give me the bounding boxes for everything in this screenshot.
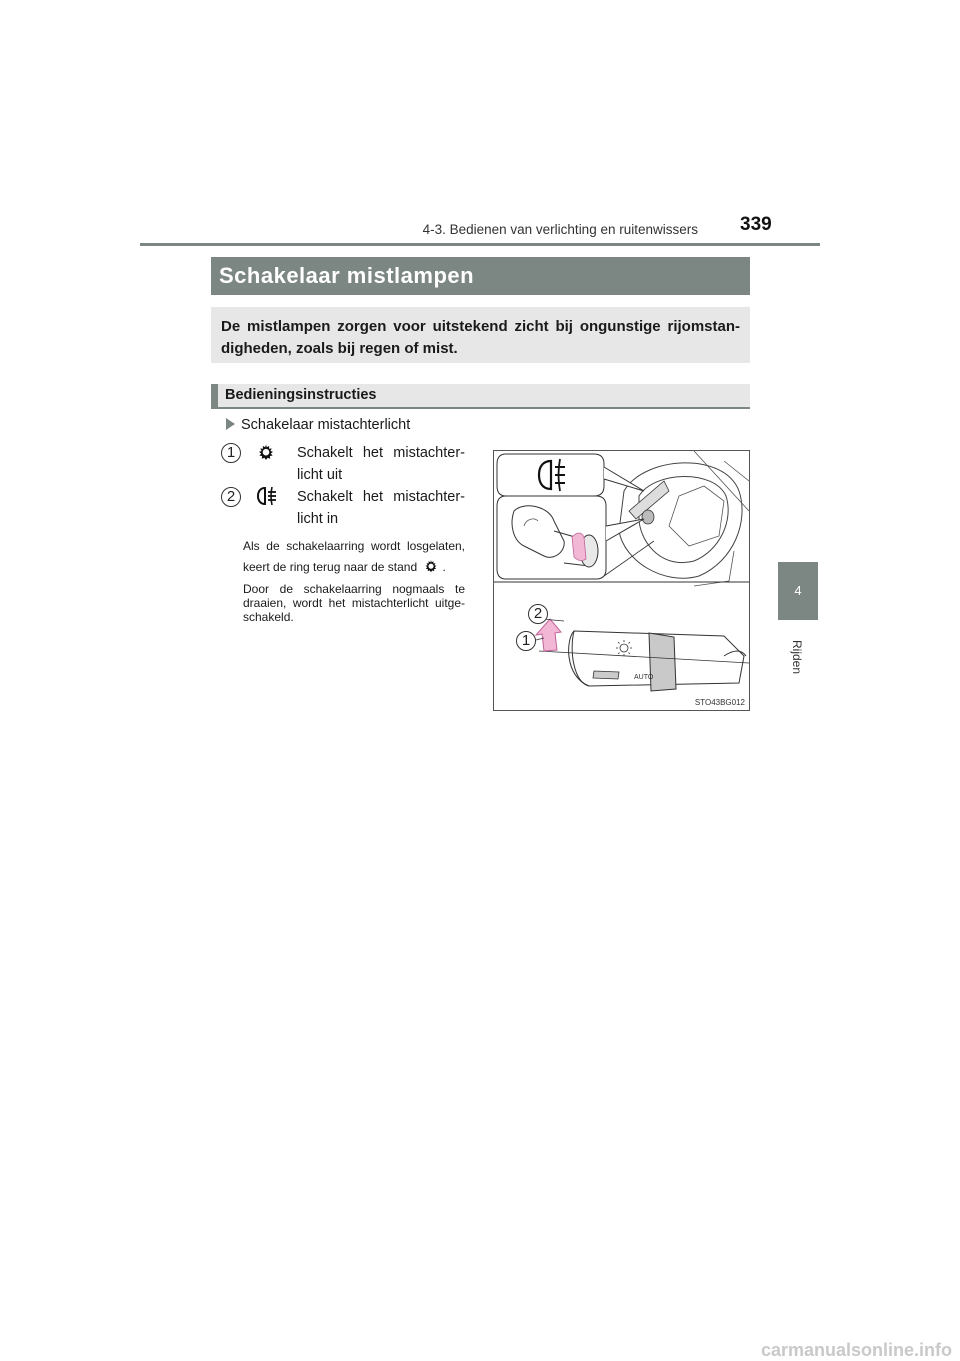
chapter-label-box xyxy=(782,632,812,682)
intro-box: De mistlampen zorgen voor uitstekend zicht bij ongunstige rijomstan-digheden, zoals bij regen of mist. xyxy=(211,307,750,363)
rear-fog-off-icon xyxy=(424,559,438,573)
figure-callout-2: 2 xyxy=(529,605,547,623)
item-1-number: 1 xyxy=(222,444,240,462)
figure-caption: STO43BG012 xyxy=(694,698,745,707)
note-again: Door de schakelaarring nogmaals te draaien, wordt het mistachterlicht uitge-schakeld. xyxy=(243,582,465,624)
header-divider xyxy=(140,243,820,246)
item-1-text: Schakelt het mistachter-licht uit xyxy=(297,445,465,483)
fog-switch-illustration xyxy=(494,451,749,710)
section-title: Schakelaar mistlampen xyxy=(211,257,750,295)
item-2-number: 2 xyxy=(222,488,240,506)
footer-watermark: carmanualsonline.info xyxy=(760,1340,952,1360)
item-2-text: Schakelt het mistachter-licht in xyxy=(297,489,465,527)
bullet-text: Schakelaar mistachterlicht xyxy=(241,417,411,433)
note-release-end: . xyxy=(442,560,446,574)
rear-fog-on-icon xyxy=(255,485,279,507)
figure-callout-1: 1 xyxy=(517,632,535,650)
note-release xyxy=(243,536,465,578)
note-release-text: Als de schakelaarring wordt losgelaten, keert de ring terug naar de stand xyxy=(243,539,465,574)
subheading xyxy=(211,384,750,409)
rear-fog-off-icon xyxy=(257,443,275,461)
bullet-triangle-icon xyxy=(226,418,235,430)
header-section-ref: 4-3. Bedienen van verlichting en ruitenwissers xyxy=(422,222,698,237)
subheading-bar xyxy=(211,384,218,407)
switch-auto-label: AUTO xyxy=(634,674,654,681)
subheading-text: Bedieningsinstructies xyxy=(225,387,377,403)
chapter-label: Rijden xyxy=(790,639,804,675)
bullet-item xyxy=(226,417,410,433)
fog-switch-figure xyxy=(493,450,750,711)
page-number: 339 xyxy=(740,214,772,235)
chapter-tab: 4 xyxy=(778,562,818,620)
